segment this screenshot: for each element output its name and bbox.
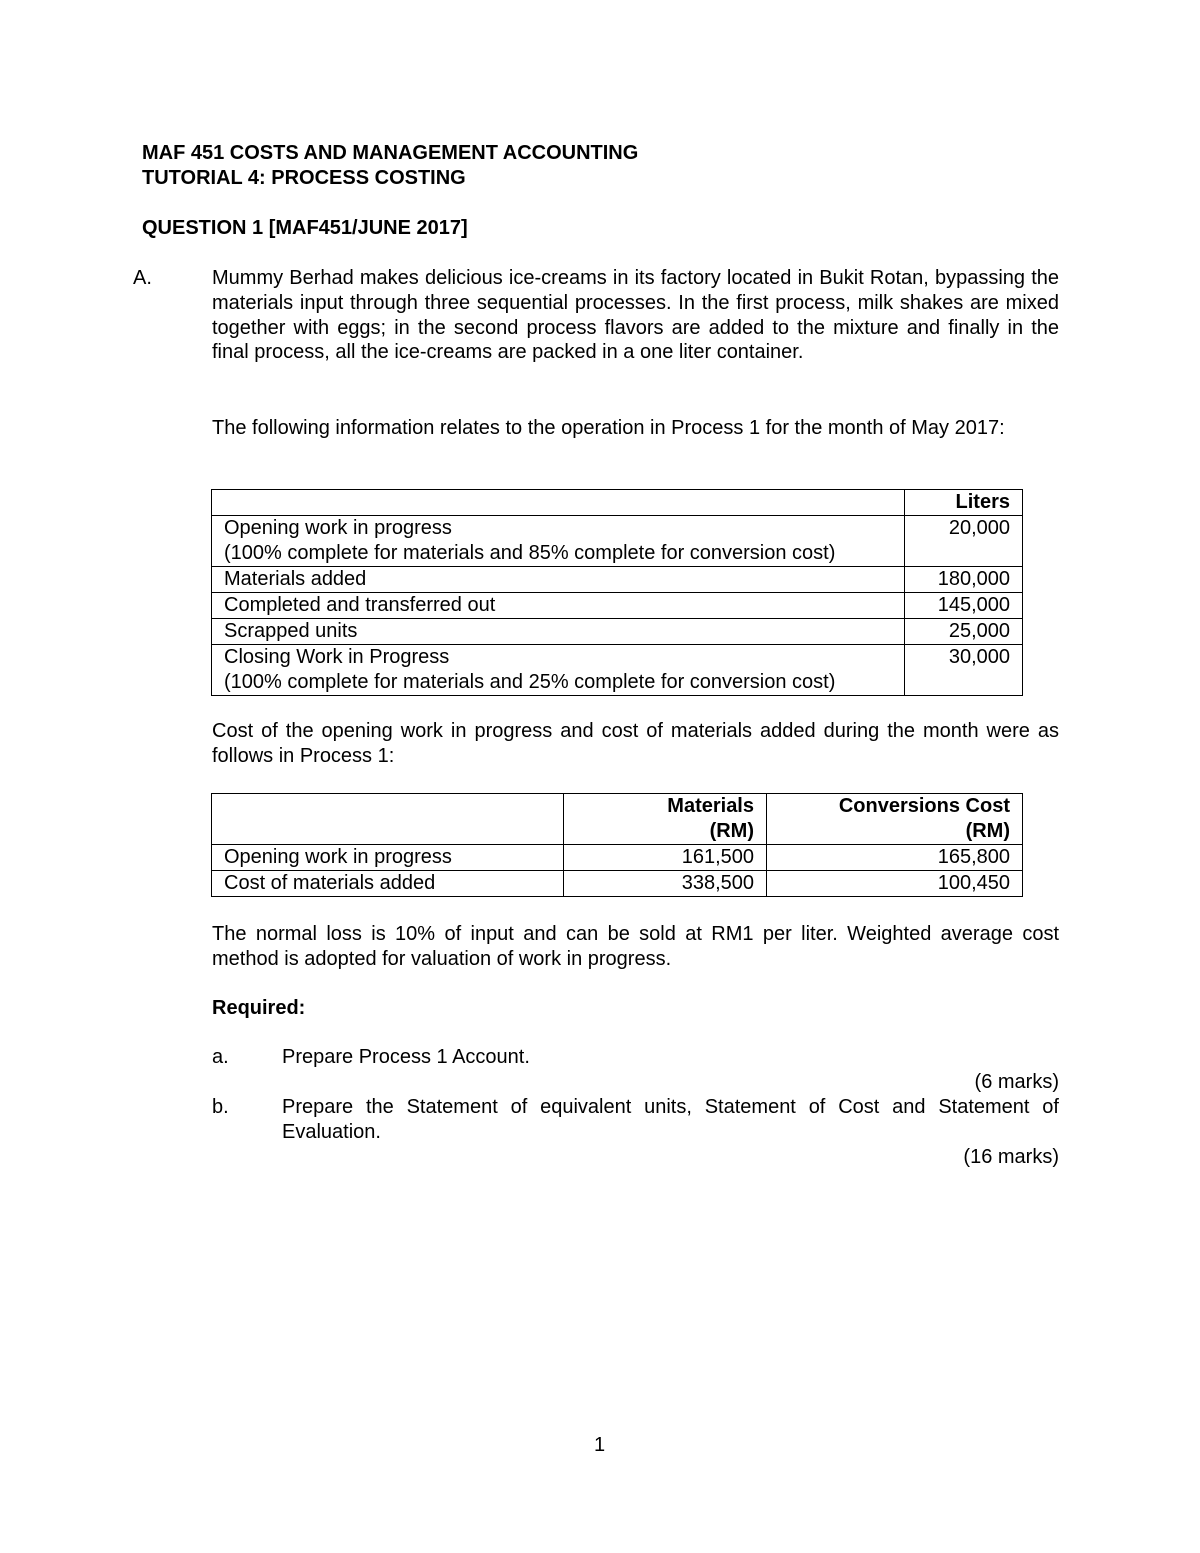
row-value: 180,000	[905, 567, 1023, 593]
part-letter: A.	[133, 267, 152, 289]
row-label: Cost of materials added	[212, 871, 564, 897]
page-number: 1	[594, 1434, 606, 1456]
row-value: 25,000	[905, 619, 1023, 645]
row-value: 30,000	[905, 645, 1023, 696]
table-row	[212, 593, 1023, 619]
row-conversion: 165,800	[767, 845, 1023, 871]
table-header-row	[212, 794, 1023, 845]
table-row	[212, 871, 1023, 897]
intro-paragraph: Mummy Berhad makes delicious ice-creams in its factory located in Bukit Rotan, bypassing the materials input through three sequential processes. In the first process, milk shakes are mixed together with eggs; in the second process flavors are added to the mixture and finally in the final process, all the ice-creams are packed in a one liter container.	[212, 267, 1059, 364]
required-heading: Required:	[212, 997, 306, 1019]
liters-table	[211, 489, 1023, 696]
column-header-conversion: Conversions Cost	[838, 795, 1010, 817]
info-paragraph: The following information relates to the operation in Process 1 for the month of May 2017:	[212, 417, 1005, 439]
row-label: Closing Work in Progress	[224, 646, 450, 668]
table-row	[212, 845, 1023, 871]
requirement-a-letter: a.	[212, 1046, 229, 1068]
course-title: MAF 451 COSTS AND MANAGEMENT ACCOUNTING	[142, 142, 639, 164]
table-row	[212, 516, 1023, 567]
table-row	[212, 645, 1023, 696]
table-row	[212, 567, 1023, 593]
requirement-a-marks: (6 marks)	[974, 1071, 1059, 1093]
row-label: Materials added	[212, 567, 905, 593]
table-row	[212, 619, 1023, 645]
column-unit-conversion: (RM)	[965, 820, 1010, 842]
requirement-a-text: Prepare Process 1 Account.	[282, 1046, 530, 1068]
row-label: Completed and transferred out	[212, 593, 905, 619]
row-value: 145,000	[905, 593, 1023, 619]
table-row	[212, 490, 1023, 516]
cost-table	[211, 793, 1023, 897]
cost-intro-paragraph: Cost of the opening work in progress and cost of materials added during the month were as follows in Process 1:	[212, 720, 1059, 767]
row-conversion: 100,450	[767, 871, 1023, 897]
requirement-b-text: Prepare the Statement of equivalent units, Statement of Cost and Statement of Evaluation.	[282, 1096, 1059, 1143]
normal-loss-paragraph: The normal loss is 10% of input and can be sold at RM1 per liter. Weighted average cost method is adopted for valuation of work in progress.	[212, 923, 1059, 970]
row-label: Opening work in progress	[212, 845, 564, 871]
question-heading: QUESTION 1 [MAF451/JUNE 2017]	[142, 217, 468, 239]
row-materials: 338,500	[564, 871, 767, 897]
row-value: 20,000	[905, 516, 1023, 567]
requirement-b-marks: (16 marks)	[963, 1146, 1059, 1168]
row-note: (100% complete for materials and 85% complete for conversion cost)	[224, 542, 836, 564]
requirement-b-letter: b.	[212, 1096, 229, 1118]
row-label: Opening work in progress	[224, 517, 452, 539]
column-header-liters: Liters	[905, 490, 1023, 516]
column-unit-materials: (RM)	[709, 820, 754, 842]
tutorial-title: TUTORIAL 4: PROCESS COSTING	[142, 167, 466, 189]
row-label: Scrapped units	[212, 619, 905, 645]
row-materials: 161,500	[564, 845, 767, 871]
column-header-materials: Materials	[667, 795, 754, 817]
row-note: (100% complete for materials and 25% complete for conversion cost)	[224, 671, 836, 693]
